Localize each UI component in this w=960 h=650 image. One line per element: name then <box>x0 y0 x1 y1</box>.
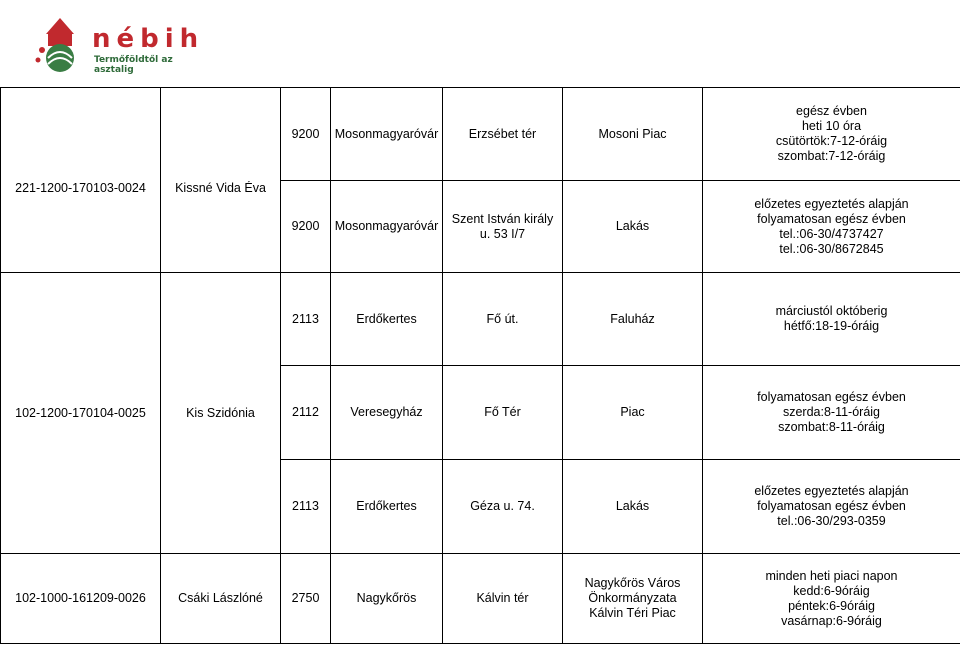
cell-place: Mosoni Piac <box>563 88 703 181</box>
schedule-line: hétfő:18-19-óráig <box>783 319 880 333</box>
cell-city: Erdőkertes <box>331 460 443 554</box>
place-line: Nagykőrös Város <box>584 576 681 590</box>
nebih-logo <box>30 10 205 80</box>
cell-address <box>443 181 563 273</box>
cell-schedule <box>703 88 960 181</box>
page-header <box>0 0 960 87</box>
cell-schedule <box>703 366 960 460</box>
schedule-line: egész évben <box>796 104 867 118</box>
schedule-line: tel.:06-30/4737427 <box>779 226 884 241</box>
cell-place <box>563 554 703 644</box>
schedule-line: előzetes egyeztetés alapján <box>754 196 909 211</box>
inspector-table <box>0 87 960 644</box>
page-subtitle: 2013. július <box>499 24 581 41</box>
cell-id: 221-1200-170103-0024 <box>1 181 161 273</box>
table-row <box>1 88 960 181</box>
cell-name: Kissné Vida Éva <box>161 181 281 273</box>
cell-schedule <box>703 273 960 366</box>
place-line: Kálvin Téri Piac <box>589 606 676 620</box>
cell-id: 102-1000-161209-0026 <box>1 554 161 644</box>
address-line: u. 53 I/7 <box>479 226 526 241</box>
schedule-line: vasárnap:6-9óráig <box>781 613 882 628</box>
cell-address: Kálvin tér <box>443 554 563 644</box>
schedule-line: tel.:06-30/8672845 <box>779 241 884 256</box>
cell-address: Erzsébet tér <box>443 88 563 181</box>
schedule-line: folyamatosan egész évben <box>757 390 906 404</box>
page-title: Nyilvántartott gombaszakellenőrök <box>417 6 663 23</box>
cell-city: Erdőkertes <box>331 273 443 366</box>
cell-name: Kis Szidónia <box>161 273 281 554</box>
table-row <box>1 273 960 366</box>
cell-zip: 9200 <box>281 88 331 181</box>
schedule-line: márciustól októberig <box>775 304 888 318</box>
cell-empty <box>1 88 161 181</box>
cell-city: Nagykőrös <box>331 554 443 644</box>
cell-empty <box>161 88 281 181</box>
cell-schedule <box>703 460 960 554</box>
cell-zip: 2113 <box>281 460 331 554</box>
cell-zip: 2750 <box>281 554 331 644</box>
table-row <box>1 181 960 273</box>
schedule-line: csütörtök:7-12-óráig <box>775 134 888 148</box>
cell-schedule <box>703 554 960 644</box>
logo-subtitle: Termőföldtől az asztalig <box>94 55 173 75</box>
cell-schedule <box>703 181 960 273</box>
schedule-line: szerda:8-11-óráig <box>782 405 881 419</box>
schedule-line: előzetes egyeztetés alapján <box>754 484 909 498</box>
cell-zip: 9200 <box>281 181 331 273</box>
schedule-line: szombat:7-12-óráig <box>777 149 886 163</box>
table-row <box>1 554 960 644</box>
cell-place: Piac <box>563 366 703 460</box>
cell-id: 102-1200-170104-0025 <box>1 273 161 554</box>
cell-place: Lakás <box>563 181 703 273</box>
cell-address: Fő út. <box>443 273 563 366</box>
schedule-line: kedd:6-9óráig <box>793 583 870 598</box>
cell-address: Géza u. 74. <box>443 460 563 554</box>
place-line: Önkormányzata <box>588 591 677 605</box>
cell-place: Lakás <box>563 460 703 554</box>
cell-city: Mosonmagyaróvár <box>331 181 443 273</box>
cell-address: Fő Tér <box>443 366 563 460</box>
cell-city: Mosonmagyaróvár <box>331 88 443 181</box>
schedule-line: minden heti piaci napon <box>765 568 898 583</box>
schedule-line: heti 10 óra <box>801 119 862 133</box>
cell-city: Veresegyház <box>331 366 443 460</box>
schedule-line: folyamatosan egész évben <box>757 211 906 226</box>
address-line: Szent István király <box>451 211 554 226</box>
cell-zip: 2112 <box>281 366 331 460</box>
logo-emblem-icon <box>30 10 90 80</box>
schedule-line: péntek:6-9óráig <box>788 598 875 613</box>
schedule-line: tel.:06-30/293-0359 <box>777 514 886 528</box>
cell-zip: 2113 <box>281 273 331 366</box>
logo-text: nébih <box>92 24 205 54</box>
cell-name: Csáki Lászlóné <box>161 554 281 644</box>
cell-place: Faluház <box>563 273 703 366</box>
schedule-line: folyamatosan egész évben <box>757 499 906 513</box>
schedule-line: szombat:8-11-óráig <box>778 420 885 434</box>
